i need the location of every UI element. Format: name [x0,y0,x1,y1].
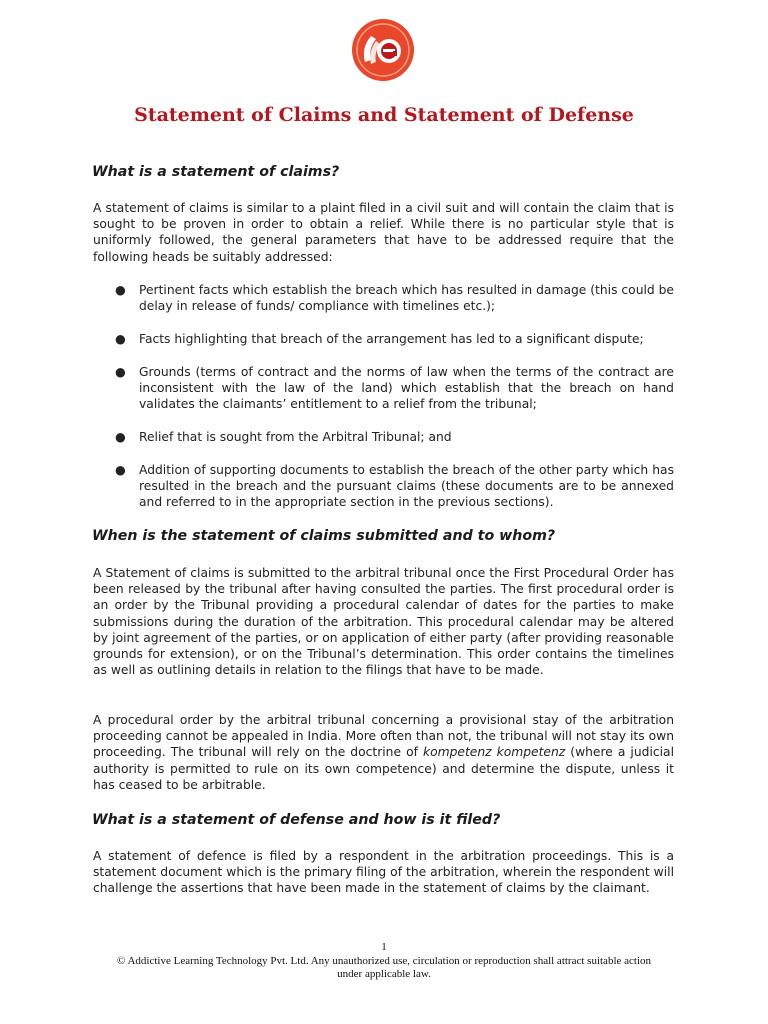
paragraph-procedural-stay-text: A procedural order by the arbitral tribunal concerning a provisional stay of the arbitration proceeding cannot be appealed in India. More often than not, the tribunal will not stay its own proceeding. The tribunal will rely on the doctrine of [93,713,674,760]
section-heading-submission: When is the statement of claims submitted and to whom? [92,528,556,544]
bullet-marker: ● [115,332,126,346]
doctrine-term: kompetenz kompetenz [422,745,566,760]
document-title: Statement of Claims and Statement of Defense [134,104,634,126]
paragraph-defense: A statement of defence is filed by a respondent in the arbitration proceedings. This is a statement document which is the primary filing of the arbitration, wherein the respondent will challenge the assertions that have been made in the statement of claims by the claimant. [93,849,674,896]
brand-logo-icon [349,18,417,82]
copyright-notice-continued: under applicable law. [337,968,431,980]
bullet-item-supporting-documents: Addition of supporting documents to establish the breach of the other party which has resulted in the breach and the pursuant claims (these documents are to be annexed and referred to in the appropriate section in the previous sections). [139,463,674,510]
paragraph-procedural-stay [93,712,674,793]
paragraph-submission-order: A Statement of claims is submitted to the arbitral tribunal once the First Procedural Order has been released by the tribunal after having consulted the parties. The first procedural order is an order by the Tribunal providing a procedural calendar of dates for the parties to make submissions during the duration of the arbitration. This procedural calendar may be altered by joint agreement of the parties, or on application of either party (after providing reasonable grounds for extension), or on the Tribunal’s determination. This order contains the timelines as well as outlining details in relation to the filings that have to be made. [93,566,674,678]
paragraph-claims-intro: A statement of claims is similar to a plaint filed in a civil suit and will contain the claim that is sought to be proven in order to obtain a relief. While there is no particular style that is uniformly followed, the general parameters that have to be addressed require that the following heads be suitably addressed: [93,201,674,264]
bullet-item-breach-facts: Facts highlighting that breach of the arrangement has led to a significant dispute; [139,332,644,346]
section-heading-statement-of-defense: What is a statement of defense and how is it filed? [92,812,501,828]
bullet-item-relief: Relief that is sought from the Arbitral Tribunal; and [139,430,452,444]
copyright-notice: © Addictive Learning Technology Pvt. Ltd. Any unauthorized use, circulation or reproduction shall attract suitable action [116,954,652,967]
bullet-marker: ● [115,463,126,477]
paragraph-procedural-stay-text-end: (where a judicial authority is permitted to rule on its own competence) and determine the dispute, unless it has ceased to be arbitrable. [93,745,674,792]
bullet-item-grounds: Grounds (terms of contract and the norms of law when the terms of the contract are inconsistent with the law of the land) which establish that the breach on hand validates the claimants’ entitlement to a relief from the tribunal; [139,365,674,412]
section-heading-statement-of-claims: What is a statement of claims? [92,164,340,180]
bullet-marker: ● [115,283,126,297]
page-footer [0,941,768,982]
page-number: 1 [381,941,387,953]
bullet-item-pertinent-facts: Pertinent facts which establish the breach which has resulted in damage (this could be delay in release of funds/ compliance with timelines etc.); [139,283,674,314]
bullet-marker: ● [115,430,126,444]
bullet-marker: ● [115,365,126,379]
